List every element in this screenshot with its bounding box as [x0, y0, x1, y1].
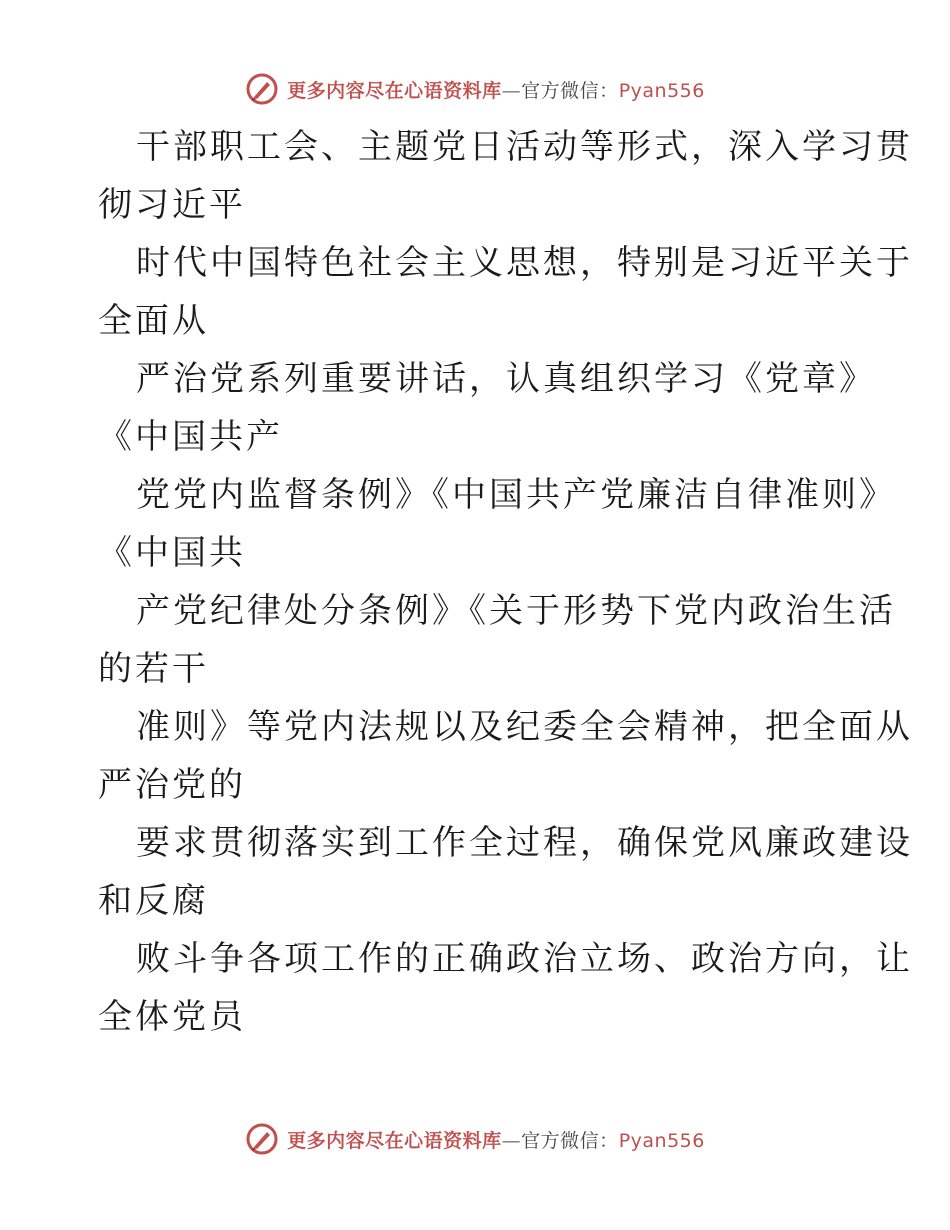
body-line: 《中国共产	[98, 417, 283, 457]
footer-title: 更多内容尽在心语资料库	[287, 1129, 502, 1152]
body-line: 干部职工会、主题党日活动等形式，深入学习贯	[136, 127, 913, 167]
body-line: 全体党员	[98, 997, 246, 1037]
body-line: 党党内监督条例》《中国共产党廉洁自律准则》	[136, 475, 896, 515]
footer-text	[287, 1126, 705, 1153]
body-line: 产党纪律处分条例》《关于形势下党内政治生活	[136, 591, 896, 631]
header-banner	[0, 72, 950, 106]
body-line: 时代中国特色社会主义思想，特别是习近平关于	[136, 243, 913, 283]
body-line: 严治党的	[98, 765, 246, 805]
document-body	[98, 118, 913, 1046]
footer-wechat-id: Pyan556	[618, 1129, 705, 1152]
header-wechat-label: 官方微信：	[521, 79, 619, 102]
header-title: 更多内容尽在心语资料库	[287, 79, 502, 102]
body-line: 准则》等党内法规以及纪委全会精神，把全面从	[136, 707, 913, 747]
header-wechat-id: Pyan556	[618, 79, 705, 102]
quill-logo-icon	[245, 1122, 279, 1156]
footer-banner	[0, 1122, 950, 1156]
body-line: 严治党系列重要讲话，认真组织学习《党章》	[136, 359, 876, 399]
body-line: 和反腐	[98, 881, 209, 921]
body-line: 要求贯彻落实到工作全过程，确保党风廉政建设	[136, 823, 913, 863]
body-line: 《中国共	[98, 533, 246, 573]
body-line: 全面从	[98, 301, 209, 341]
header-text	[287, 76, 705, 103]
quill-logo-icon	[245, 72, 279, 106]
footer-separator: —	[501, 1129, 522, 1152]
footer-wechat-label: 官方微信：	[521, 1129, 619, 1152]
body-line: 败斗争各项工作的正确政治立场、政治方向，让	[136, 939, 913, 979]
header-separator: —	[501, 79, 522, 102]
body-line: 彻习近平	[98, 185, 246, 225]
body-line: 的若干	[98, 649, 209, 689]
